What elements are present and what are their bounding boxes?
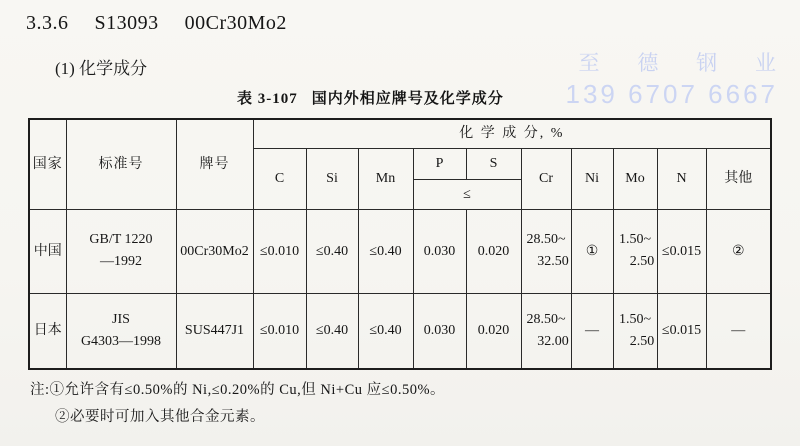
note-2: ②必要时可加入其他合金元素。 [55,408,265,425]
col-header-ni: Ni [571,148,613,209]
cell-mn: ≤0.40 [358,209,413,293]
note-1: 注:①允许含有≤0.50%的 Ni,≤0.20%的 Cu,但 Ni+Cu 应≤0.50%。 [30,382,446,398]
cell-si: ≤0.40 [306,209,358,293]
table-title: 国内外相应牌号及化学成分 [311,91,504,107]
cell-c: ≤0.010 [253,209,306,293]
col-header-n: N [657,148,706,209]
table-number: 表 3-107 [237,91,298,107]
cell-s: 0.020 [466,209,521,293]
cell-cr: 28.50~ 32.50 [521,209,571,293]
col-header-grade: 牌号 [176,119,253,209]
section-number: 3.3.6 [26,12,69,34]
cell-standard: JIS G4303—1998 [66,293,176,369]
cell-mo: 1.50~ 2.50 [613,293,657,369]
steel-grade: 00Cr30Mo2 [184,12,287,34]
table-row-japan [29,293,771,369]
header-row-1 [29,119,771,148]
cell-mo: 1.50~ 2.50 [613,209,657,293]
col-header-cr: Cr [521,148,571,209]
watermark-phone: 139 6707 6667 [565,79,778,110]
cell-cr: 28.50~ 32.00 [521,293,571,369]
col-header-s: S [466,148,521,179]
table-caption [237,87,504,108]
cell-country: 日本 [29,293,66,369]
cell-p: 0.030 [413,293,466,369]
col-header-mn: Mn [358,148,413,209]
cell-other: — [706,293,771,369]
watermark-company: 至 德 钢 业 [578,52,792,75]
cell-ni: ① [571,209,613,293]
cell-c: ≤0.010 [253,293,306,369]
cell-ni: — [571,293,613,369]
col-header-composition-group: 化 学 成 分, % [253,119,771,148]
cell-n: ≤0.015 [657,209,706,293]
subsection-heading: (1) 化学成分 [55,59,148,78]
col-header-c: C [253,148,306,209]
cell-mn: ≤0.40 [358,293,413,369]
cell-p: 0.030 [413,209,466,293]
cell-si: ≤0.40 [306,293,358,369]
composition-table [28,118,772,370]
table-row-china [29,209,771,293]
cell-other: ② [706,209,771,293]
col-header-mo: Mo [613,148,657,209]
col-header-country: 国家 [29,119,66,209]
table-notes [30,377,445,431]
cell-standard: GB/T 1220 —1992 [66,209,176,293]
cell-country: 中国 [29,209,66,293]
watermark [565,52,792,110]
steel-code: S13093 [94,12,159,34]
col-header-standard: 标准号 [66,119,176,209]
col-header-p: P [413,148,466,179]
cell-grade: 00Cr30Mo2 [176,209,253,293]
cell-grade: SUS447J1 [176,293,253,369]
ps-limit-symbol: ≤ [413,179,521,209]
col-header-si: Si [306,148,358,209]
cell-s: 0.020 [466,293,521,369]
cell-n: ≤0.015 [657,293,706,369]
section-heading [26,12,287,35]
col-header-other: 其他 [706,148,771,209]
